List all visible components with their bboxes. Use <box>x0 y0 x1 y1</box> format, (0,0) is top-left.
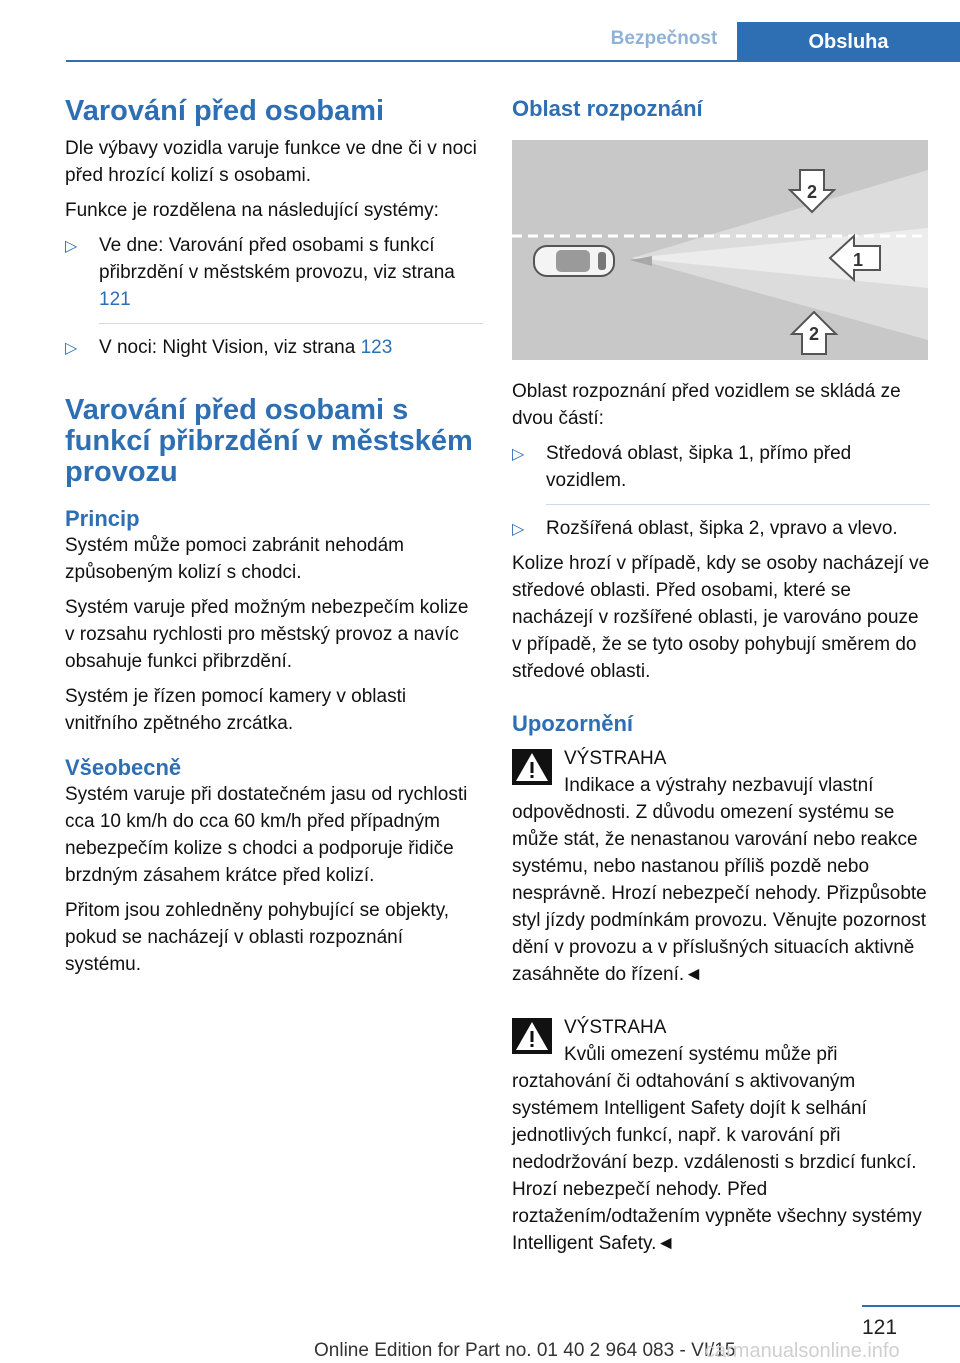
warning-triangle-icon <box>512 749 552 785</box>
triangle-right-icon: ▷ <box>65 340 78 357</box>
area-paragraph: Oblast rozpoznání před vozidlem se skládá ze dvou částí: <box>512 381 901 429</box>
section-tab-bezpecnost: Bezpečnost <box>610 28 718 49</box>
list-item <box>512 440 930 505</box>
footer-rule <box>862 1305 960 1307</box>
car-icon <box>534 246 614 276</box>
princip-paragraph-3: Systém je řízen pomocí kamery v oblasti vnitřního zpětného zrcátka. <box>65 686 407 734</box>
section-tab-obsluha: Obsluha <box>737 22 960 62</box>
figure-label-2-bottom: 2 <box>808 324 820 344</box>
header-rule <box>66 60 960 62</box>
section-title-city-braking: Varování před osobami s funkcí přibrzdění v městském provozu <box>65 394 473 488</box>
warning-block-1 <box>512 745 930 988</box>
left-column <box>65 96 483 978</box>
detection-area-figure <box>512 140 928 360</box>
list-divider <box>546 504 930 505</box>
list-item <box>65 334 483 361</box>
warning-text-2: Kvůli omezení systému může při roztahování či odtahování s aktivovaným systémem Intelligent Safety dojít k selhání jednotlivých funkcí, např. k varování při nedodržování bezp. vzdálenosti s brzdicí funkcí. Hrozí nebezpečí nehody. Před roztažením/odtažením vypněte všechny systémy Intelligent Safety.◄ <box>512 1044 922 1254</box>
warning-block-2 <box>512 1014 930 1257</box>
triangle-right-icon: ▷ <box>512 446 525 463</box>
page-link-123[interactable]: 123 <box>360 337 393 358</box>
edition-line: Online Edition for Part no. 01 40 2 964 083 - VI/15 <box>314 1340 736 1361</box>
list-divider <box>99 323 483 324</box>
list-item-text: Středová oblast, šipka 1, přímo před vozidlem. <box>546 443 852 491</box>
page-number: 121 <box>862 1316 898 1339</box>
warning-label-1: VÝSTRAHA <box>564 748 667 769</box>
page-link-121[interactable]: 121 <box>99 289 131 310</box>
intro-paragraph: Dle výbavy vozidla varuje funkce ve dne či v noci před hrozící kolizí s osobami. <box>65 138 477 186</box>
vseobecne-paragraph-1: Systém varuje při dostatečném jasu od rychlosti cca 10 km/h do cca 60 km/h před případným nebezpečím kolize s chodci a podporuje řidiče brzdným zásahem krátce před kolizí. <box>65 784 468 886</box>
list-item-text: Rozšířená oblast, šipka 2, vpravo a vlevo. <box>546 518 898 539</box>
subsection-title-oblast: Oblast rozpoznání <box>512 96 703 121</box>
list-item-text: Ve dne: Varování před osobami s funkcí přibrzdění v městském provozu, viz strana <box>99 235 455 283</box>
list-item-text: V noci: Night Vision, viz strana <box>99 337 356 358</box>
figure-label-2-top: 2 <box>806 182 818 202</box>
list-item <box>512 515 930 542</box>
page-header <box>0 0 960 62</box>
list-item <box>65 232 483 324</box>
warning-triangle-icon <box>512 1018 552 1054</box>
warning-label-2: VÝSTRAHA <box>564 1017 667 1038</box>
collision-paragraph: Kolize hrozí v případě, kdy se osoby nacházejí ve středové oblasti. Před osobami, které se nacházejí v rozšířené oblasti, je varováno pouze v případě, že se tyto osoby pohybují směrem do středové oblasti. <box>512 553 930 682</box>
systems-list <box>65 232 483 361</box>
area-list <box>512 440 930 542</box>
subsection-title-vseobecne: Všeobecně <box>65 755 182 780</box>
triangle-right-icon: ▷ <box>512 521 525 538</box>
subsection-title-princip: Princip <box>65 506 140 531</box>
watermark: carmanualsonline.info <box>705 1340 900 1362</box>
triangle-right-icon: ▷ <box>65 238 78 255</box>
princip-paragraph-2: Systém varuje před možným nebezpečím kolize v rozsahu rychlosti pro městský provoz a navíc obsahuje funkci přibrzdění. <box>65 597 469 672</box>
warning-text-1: Indikace a výstrahy nezbavují vlastní odpovědnosti. Z důvodu omezení systému se může stát, že nenastanou varování nebo reakce systému, nebo nastanou příliš pozdě nebo nesprávně. Hrozí nebezpečí nehody. Přizpůsobte styl jízdy podmínkám provozu. Věnujte pozornost dění v provozu a v příslušných situacích aktivně zasáhněte do řízení.◄ <box>512 775 927 985</box>
section-title-varovani: Varování před osobami <box>65 95 385 127</box>
right-column <box>512 96 930 1257</box>
subsection-title-upozorneni: Upozornění <box>512 711 633 736</box>
princip-paragraph-1: Systém může pomoci zabránit nehodám způsobeným kolizí s chodci. <box>65 535 404 583</box>
systems-intro: Funkce je rozdělena na následující systémy: <box>65 200 439 221</box>
vseobecne-paragraph-2: Přitom jsou zohledněny pohybující se objekty, pokud se nacházejí v oblasti rozpoznání systému. <box>65 900 450 975</box>
figure-label-1: 1 <box>852 250 864 270</box>
